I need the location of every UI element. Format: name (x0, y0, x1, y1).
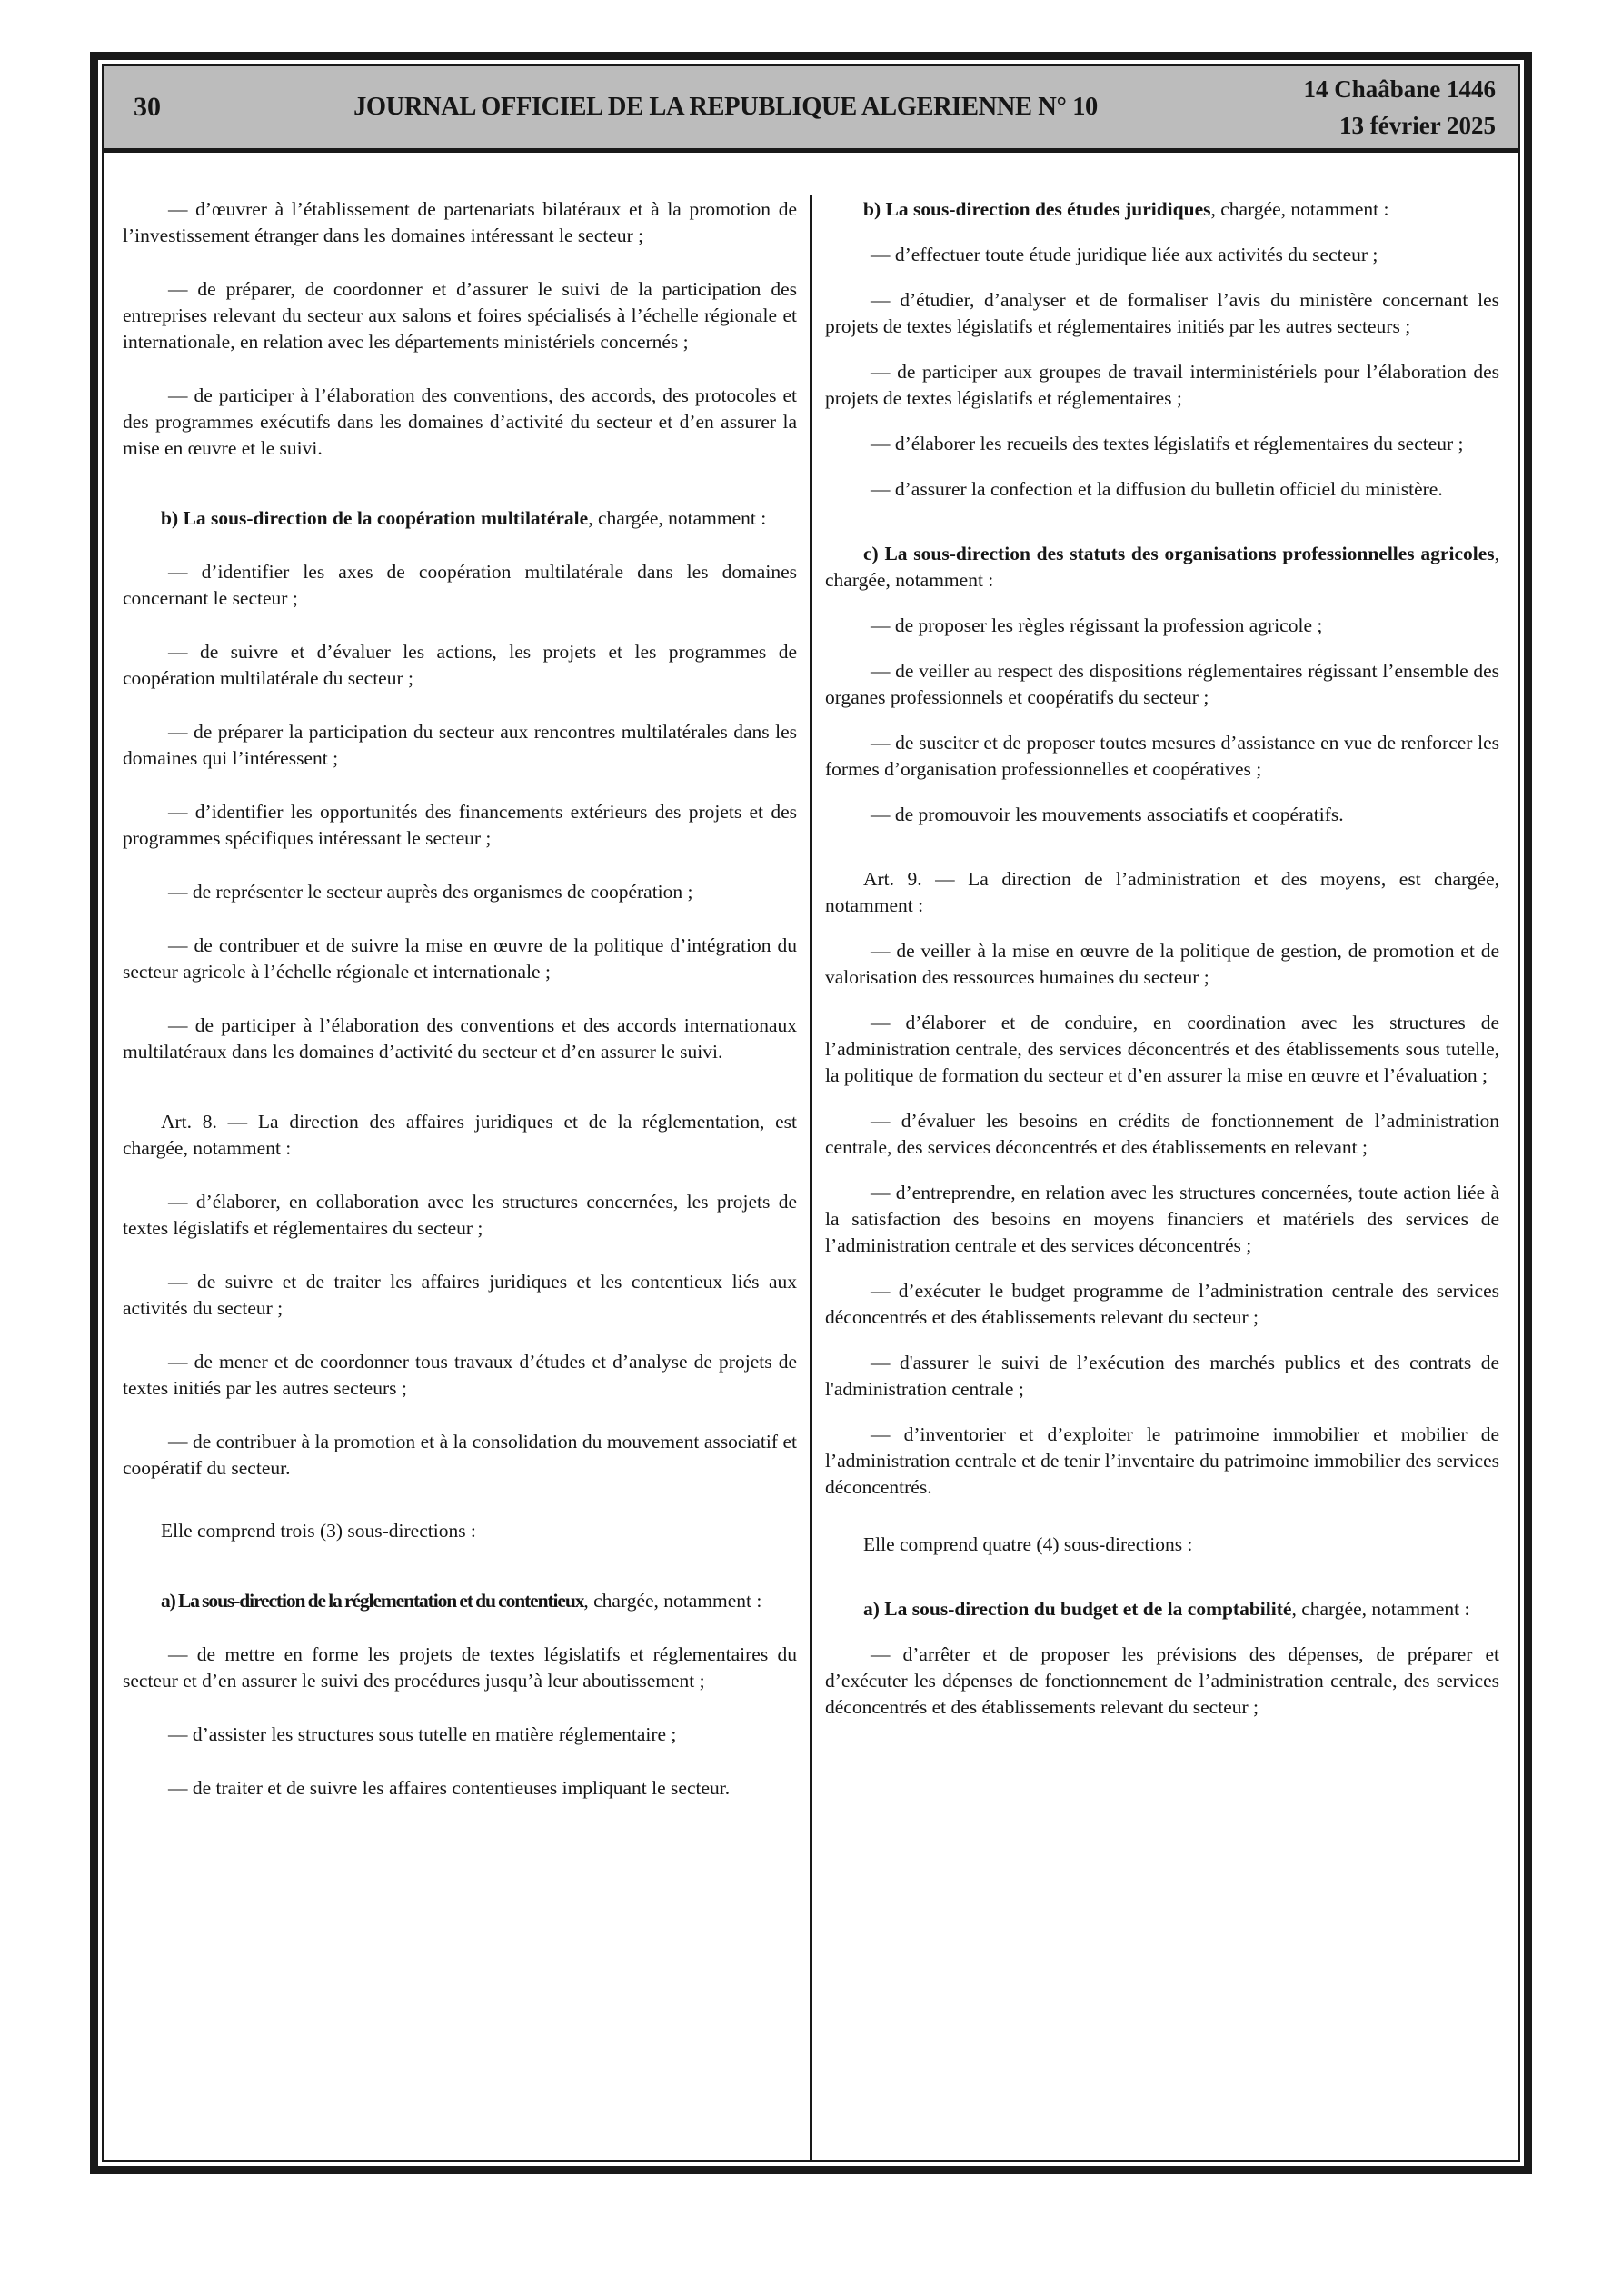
bold-text-segment: b) La sous-direction de la coopération multilatérale (161, 507, 589, 529)
date-hijri: 14 Chaâbane 1446 (1303, 75, 1496, 103)
list-item-paragraph (825, 730, 1499, 783)
date-gregorian: 13 février 2025 (1339, 112, 1496, 139)
list-item-paragraph (123, 1722, 797, 1748)
list-item-paragraph (825, 1180, 1499, 1259)
list-item-paragraph (123, 1349, 797, 1402)
bold-text-segment: a) La sous-direction de la réglementation et du contentieux (161, 1590, 584, 1612)
list-item-paragraph (123, 1775, 797, 1802)
text-segment: — d’élaborer les recueils des textes législatifs et réglementaires du secteur ; (871, 433, 1464, 454)
right-column (812, 153, 1518, 2160)
journal-header (104, 66, 1518, 153)
list-item-paragraph (123, 879, 797, 905)
text-segment: — de suivre et de traiter les affaires juridiques et les contentieux liés aux activités du secteur ; (123, 1271, 797, 1319)
list-item-paragraph (123, 276, 797, 355)
plain-paragraph (123, 1518, 797, 1544)
text-segment: — de mener et de coordonner tous travaux d’études et d’analyse de projets de textes initiés par les autres secteurs ; (123, 1351, 797, 1399)
list-item-paragraph (123, 1189, 797, 1242)
text-segment: — de participer aux groupes de travail interministériels pour l’élaboration des projets de textes législatifs et réglementaires ; (825, 361, 1499, 409)
article-paragraph (123, 1109, 797, 1162)
text-segment: — d’étudier, d’analyser et de formaliser l’avis du ministère concernant les projets de textes législatifs et réglementaires initiés par les autres secteurs ; (825, 289, 1499, 337)
text-segment: — de représenter le secteur auprès des organismes de coopération ; (168, 881, 693, 903)
text-segment: — d’élaborer, en collaboration avec les structures concernées, les projets de textes législatifs et réglementaires du secteur ; (123, 1191, 797, 1239)
list-item-paragraph (825, 658, 1499, 711)
text-segment: — d’effectuer toute étude juridique liée aux activités du secteur ; (871, 244, 1378, 265)
list-item-paragraph (825, 476, 1499, 503)
list-item-paragraph (825, 1278, 1499, 1331)
text-segment: — d’exécuter le budget programme de l’administration centrale des services déconcentrés et des établissements relevant du secteur ; (825, 1280, 1499, 1328)
page-number: 30 (134, 92, 161, 122)
content-body (104, 153, 1518, 2160)
heading-paragraph (825, 1596, 1499, 1622)
list-item-paragraph (123, 799, 797, 852)
text-segment: Art. 8. — La direction des affaires juridiques et de la réglementation, est chargée, notamment : (123, 1111, 797, 1159)
text-segment: — d’identifier les opportunités des financements extérieurs des projets et des programmes spécifiques intéressant le secteur ; (123, 801, 797, 849)
text-segment: — d’œuvrer à l’établissement de partenariats bilatéraux et à la promotion de l’investissement étranger dans les domaines intéressant le secteur ; (123, 198, 797, 246)
list-item-paragraph (825, 1642, 1499, 1721)
list-item-paragraph (825, 1422, 1499, 1501)
text-segment: — de mettre en forme les projets de textes législatifs et réglementaires du secteur et d’en assurer le suivi des procédures jusqu’à leur aboutissement ; (123, 1643, 797, 1692)
text-segment: — de préparer la participation du secteur aux rencontres multilatérales dans les domaines qui l’intéressent ; (123, 721, 797, 769)
list-item-paragraph (825, 1010, 1499, 1089)
text-segment: — de préparer, de coordonner et d’assurer le suivi de la participation des entreprises relevant du secteur aux salons et foires spécialisés à l’échelle régionale et internationale, en relation avec les départements ministériels concernés ; (123, 278, 797, 353)
list-item-paragraph (825, 359, 1499, 412)
list-item-paragraph (123, 196, 797, 249)
list-item-paragraph (825, 938, 1499, 991)
list-item-paragraph (123, 383, 797, 462)
text-segment: — d’identifier les axes de coopération multilatérale dans les domaines concernant le secteur ; (123, 561, 797, 609)
text-segment: — d’inventorier et d’exploiter le patrimoine immobilier et mobilier de l’administration centrale et de tenir l’inventaire du patrimoine immobilier des services déconcentrés. (825, 1423, 1499, 1498)
list-item-paragraph (123, 719, 797, 772)
text-segment: , chargée, notamment : (1210, 198, 1389, 220)
text-segment: , chargée, notamment : (583, 1590, 762, 1612)
text-segment: , chargée, notamment : (1291, 1598, 1470, 1620)
header-dates (1229, 71, 1518, 144)
text-segment: — de promouvoir les mouvements associatifs et coopératifs. (871, 804, 1344, 825)
text-segment: — d'assurer le suivi de l’exécution des marchés publics et des contrats de l'administration centrale ; (825, 1352, 1499, 1400)
page-frame (90, 52, 1532, 2174)
text-segment: — de proposer les règles régissant la profession agricole ; (871, 614, 1323, 636)
text-segment: Elle comprend quatre (4) sous-directions : (863, 1533, 1193, 1555)
heading-paragraph (123, 505, 797, 532)
list-item-paragraph (825, 431, 1499, 457)
text-segment: — d’évaluer les besoins en crédits de fonctionnement de l’administration centrale, des services déconcentrés et des établissements en relevant ; (825, 1110, 1499, 1158)
text-segment: — de contribuer et de suivre la mise en œuvre de la politique d’intégration du secteur agricole à l’échelle régionale et internationale ; (123, 934, 797, 983)
text-segment: — de participer à l’élaboration des conventions et des accords internationaux multilatéraux dans les domaines d’activité du secteur et d’en assurer le suivi. (123, 1014, 797, 1063)
text-segment: — d’élaborer et de conduire, en coordination avec les structures de l’administration centrale, des services déconcentrés et des établissements sous tutelle, la politique de formation du secteur et d’en assurer la mise en œuvre et l’évaluation ; (825, 1012, 1499, 1086)
list-item-paragraph (123, 559, 797, 612)
heading-paragraph (825, 541, 1499, 594)
list-item-paragraph (123, 639, 797, 692)
heading-paragraph (825, 196, 1499, 223)
text-segment: — d’arrêter et de proposer les prévisions des dépenses, de préparer et d’exécuter les dépenses de fonctionnement de l’administration centrale, des services déconcentrés et des établissements relevant du secteur ; (825, 1643, 1499, 1718)
list-item-paragraph (825, 1108, 1499, 1161)
article-paragraph (825, 866, 1499, 919)
text-segment: — de participer à l’élaboration des conventions, des accords, des protocoles et des programmes exécutifs dans les domaines d’activité du secteur et d’en assurer la mise en œuvre et le suivi. (123, 384, 797, 459)
text-segment: , chargée, notamment : (825, 543, 1499, 591)
list-item-paragraph (123, 933, 797, 985)
list-item-paragraph (123, 1429, 797, 1482)
bold-text-segment: b) La sous-direction des études juridiques (863, 198, 1211, 220)
text-segment: — de suivre et d’évaluer les actions, les projets et les programmes de coopération multilatérale du secteur ; (123, 641, 797, 689)
text-segment: — de traiter et de suivre les affaires contentieuses impliquant le secteur. (168, 1777, 731, 1799)
text-segment: — d’assurer la confection et la diffusion du bulletin officiel du ministère. (871, 478, 1443, 500)
text-segment: — d’entreprendre, en relation avec les structures concernées, toute action liée à la satisfaction des besoins en moyens financiers et matériels des services de l’administration centrale et des services déconcentrés ; (825, 1182, 1499, 1256)
text-segment: — de contribuer à la promotion et à la consolidation du mouvement associatif et coopératif du secteur. (123, 1431, 797, 1479)
text-segment: — de veiller à la mise en œuvre de la politique de gestion, de promotion et de valorisation des ressources humaines du secteur ; (825, 940, 1499, 988)
list-item-paragraph (825, 1350, 1499, 1403)
left-column (104, 153, 810, 2160)
list-item-paragraph (825, 613, 1499, 639)
bold-text-segment: c) La sous-direction des statuts des organisations professionnelles agricoles (863, 543, 1495, 564)
text-segment: — d’assister les structures sous tutelle en matière réglementaire ; (168, 1723, 677, 1745)
list-item-paragraph (123, 1269, 797, 1322)
text-segment: , chargée, notamment : (588, 507, 767, 529)
text-segment: Art. 9. — La direction de l’administration et des moyens, est chargée, notamment : (825, 868, 1499, 916)
bold-text-segment: a) La sous-direction du budget et de la comptabilité (863, 1598, 1292, 1620)
plain-paragraph (825, 1532, 1499, 1558)
list-item-paragraph (123, 1013, 797, 1065)
page-frame-inner (102, 64, 1520, 2162)
text-segment: — de veiller au respect des dispositions réglementaires régissant l’ensemble des organes professionnels et coopératifs du secteur ; (825, 660, 1499, 708)
text-segment: Elle comprend trois (3) sous-directions : (161, 1520, 476, 1542)
list-item-paragraph (825, 242, 1499, 268)
list-item-paragraph (123, 1642, 797, 1694)
text-segment: — de susciter et de proposer toutes mesures d’assistance en vue de renforcer les formes d’organisation professionnelles et coopératives ; (825, 732, 1499, 780)
journal-title: JOURNAL OFFICIEL DE LA REPUBLIQUE ALGERIENNE N° 10 (353, 93, 1098, 121)
list-item-paragraph (825, 802, 1499, 828)
heading-paragraph (123, 1588, 797, 1614)
list-item-paragraph (825, 287, 1499, 340)
